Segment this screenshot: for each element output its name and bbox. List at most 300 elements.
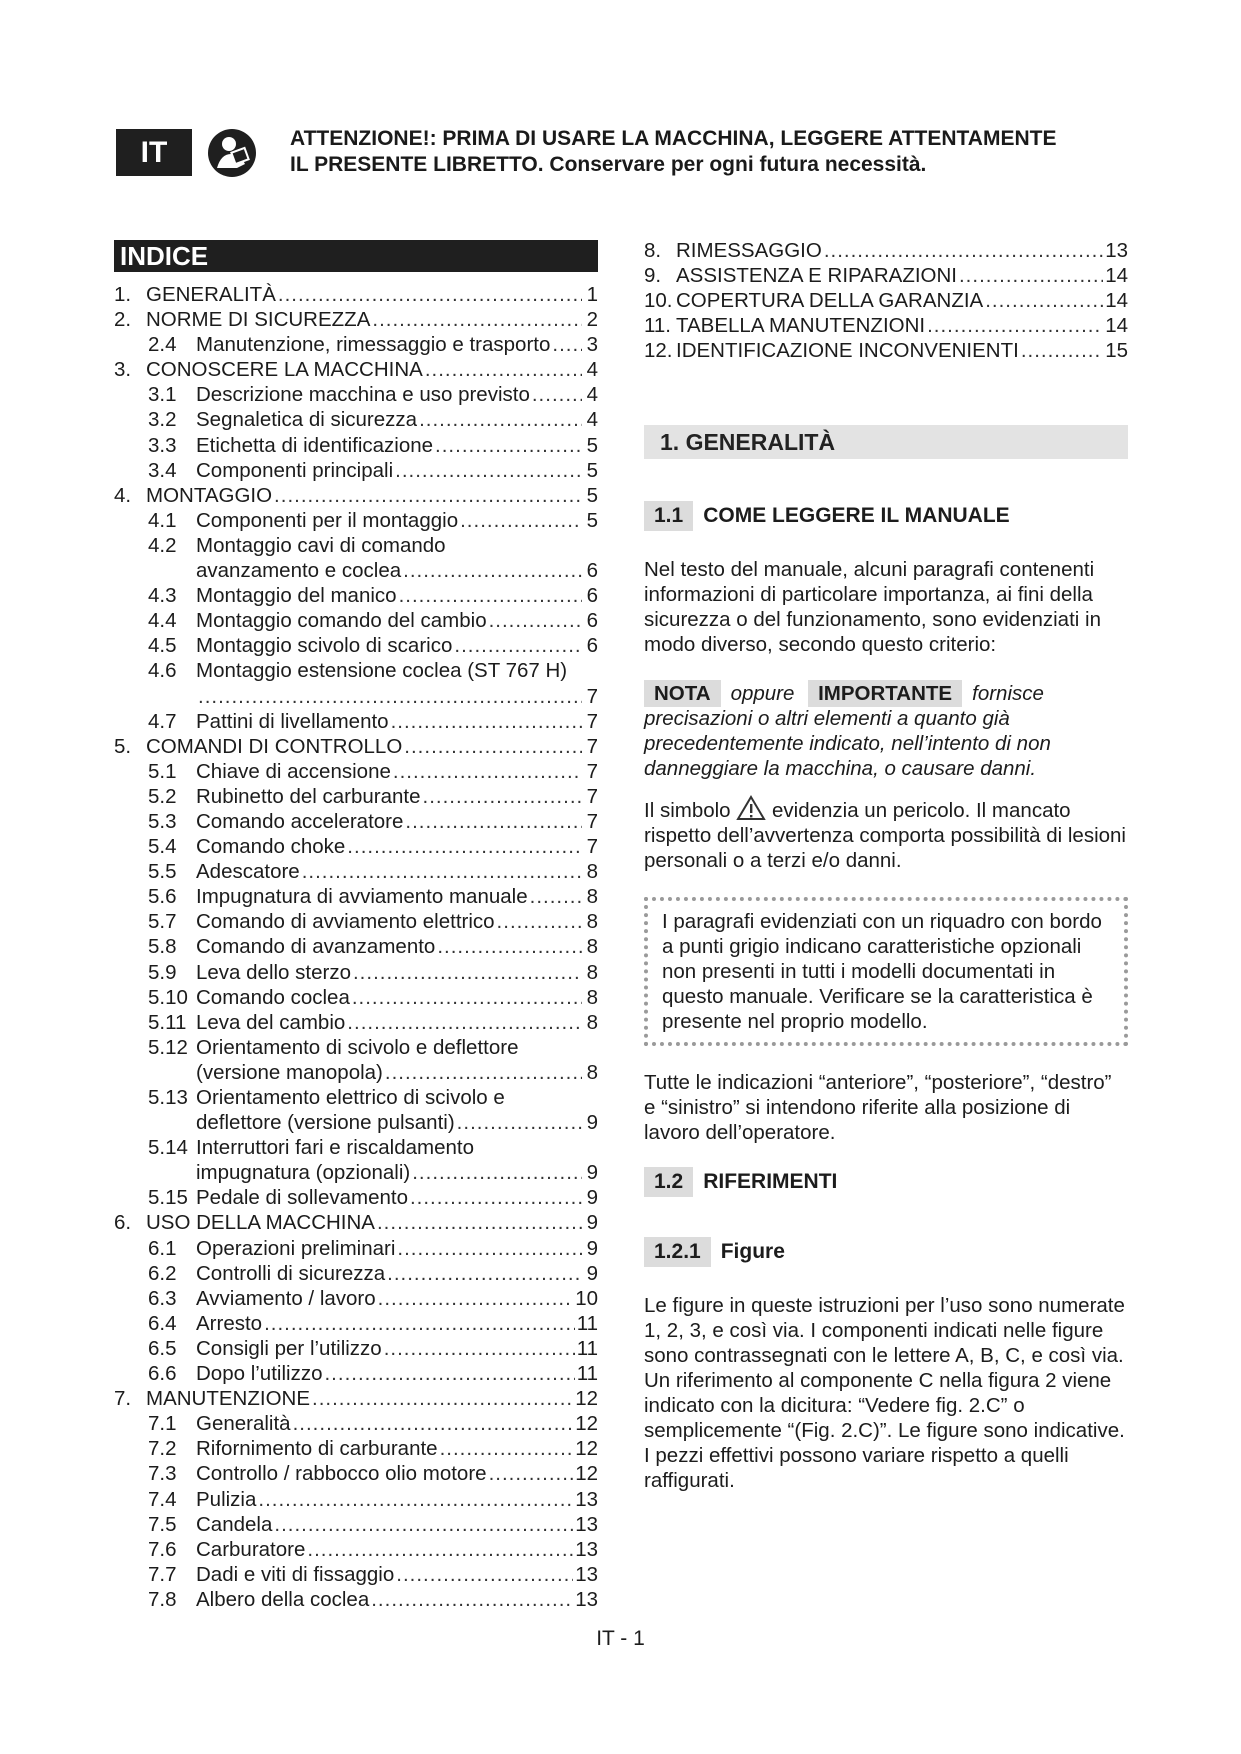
toc-entry-title: Comando di avviamento elettrico	[196, 910, 495, 934]
toc-entry-title: Arresto	[196, 1311, 263, 1335]
toc-entry-number: 7.	[114, 1387, 132, 1411]
toc-entry[interactable]	[114, 1487, 598, 1512]
toc-leader	[399, 583, 582, 608]
toc-entry-title: Comando choke	[196, 835, 346, 859]
toc-entry-number: 5.3	[148, 809, 177, 833]
toc-entry-number: 2.4	[148, 333, 177, 357]
toc-entry-number: 5.12	[148, 1035, 188, 1059]
toc-entry-title: Rubinetto del carburante	[196, 784, 421, 808]
warning-line-1: ATTENZIONE!: PRIMA DI USARE LA MACCHINA, LEGGERE ATTENTAMENTE	[290, 127, 1057, 150]
subsection-title: COME LEGGERE IL MANUALE	[703, 504, 1010, 528]
toc-column	[114, 240, 598, 1612]
toc-entry[interactable]	[644, 338, 1128, 363]
subsection-title: Figure	[720, 1240, 785, 1264]
directions-paragraph: Tutte le indicazioni “anteriore”, “posteriore”, “destro” e “sinistro” si intendono riferite alla posizione di lavoro dell’operatore.	[644, 1071, 1112, 1145]
toc-entry[interactable]	[114, 1411, 598, 1436]
toc-entry[interactable]	[114, 960, 598, 985]
toc-entry-page: 8	[586, 960, 598, 984]
toc-entry[interactable]	[114, 407, 598, 432]
toc-entry-number: 5.8	[148, 935, 177, 959]
read-manual-icon	[207, 128, 257, 178]
toc-entry-title: Chiave di accensione	[196, 759, 391, 783]
toc-entry-page: 9	[586, 1186, 598, 1210]
symbol-before-text: Il simbolo	[644, 799, 731, 823]
toc-entry-number: 3.4	[148, 458, 177, 482]
toc-entry-title-cont: deflettore (versione pulsanti)	[196, 1111, 455, 1135]
toc-entry-page: 9	[586, 1111, 598, 1135]
toc-entry[interactable]	[114, 809, 598, 834]
toc-leader	[397, 1236, 582, 1261]
toc-entry-number: 7.6	[148, 1537, 177, 1561]
toc-entry-title: Controllo / rabbocco olio motore	[196, 1462, 487, 1486]
toc-entry-number: 7.3	[148, 1462, 177, 1486]
toc-entry-number: 3.2	[148, 408, 177, 432]
toc-entry-title: RIMESSAGGIO	[676, 239, 822, 262]
toc-entry-page: 8	[586, 985, 598, 1009]
toc-entry-page: 4	[586, 383, 598, 407]
note-text: precisazioni o altri elementi a quanto già precedentemente indicato, nell’intento di non danneggiare la macchina, o causare danni.	[644, 707, 1051, 781]
toc-entry-title: COMANDI DI CONTROLLO	[146, 734, 403, 758]
toc-entry[interactable]	[644, 313, 1128, 338]
toc-entry-page: 13	[575, 1562, 598, 1586]
toc-entry-page: 13	[1105, 239, 1128, 262]
toc-entry-page: 10	[575, 1286, 598, 1310]
toc-entry-number: 5.	[114, 734, 132, 758]
toc-entry-page: 9	[586, 1236, 598, 1260]
page-number: IT - 1	[596, 1627, 645, 1650]
toc-leader	[258, 1487, 573, 1512]
toc-leader	[395, 458, 582, 483]
toc-entry-page: 12	[575, 1387, 598, 1411]
toc-leader	[412, 1160, 582, 1185]
toc-entry-title: CONOSCERE LA MACCHINA	[146, 358, 423, 382]
toc-leader	[387, 1261, 582, 1286]
toc-entry-page: 14	[1105, 289, 1128, 313]
toc-entry[interactable]	[114, 357, 598, 382]
toc-leader	[396, 1562, 573, 1587]
toc-leader	[293, 1411, 574, 1436]
toc-entry-title: Operazioni preliminari	[196, 1236, 396, 1260]
toc-leader	[403, 558, 582, 583]
right-column	[644, 238, 1128, 1493]
toc-entry-number: 7.7	[148, 1562, 177, 1586]
toc-entry-title: Pattini di livellamento	[196, 709, 389, 733]
toc-entry-title: Dadi e viti di fissaggio	[196, 1562, 395, 1586]
toc-entry[interactable]	[114, 1035, 598, 1085]
toc-entry-page: 6	[586, 584, 598, 608]
toc-entry-number: 4.	[114, 483, 132, 507]
toc-entry-page: 13	[575, 1587, 598, 1611]
toc-entry-page: 8	[586, 1010, 598, 1034]
toc-entry-page: 7	[586, 734, 598, 758]
toc-entry-number: 5.7	[148, 910, 177, 934]
toc-entry-title: Comando coclea	[196, 985, 350, 1009]
danger-paragraph	[644, 795, 1128, 873]
toc-entry-page: 7	[586, 709, 598, 733]
toc-entry-number: 3.1	[148, 383, 177, 407]
subsection-number: 1.2.1	[644, 1237, 711, 1267]
toc-leader	[410, 1185, 582, 1210]
toc-leader	[497, 909, 582, 934]
subsection-number: 1.2	[644, 1167, 693, 1197]
toc-entry-title: Avviamento / lavoro	[196, 1286, 376, 1310]
toc-entry-number: 12.	[644, 339, 673, 363]
toc-leader	[454, 633, 582, 658]
toc-leader	[307, 1537, 573, 1562]
toc-entry-number: 4.3	[148, 584, 177, 608]
toc-entry-title: Etichetta di identificazione	[196, 433, 434, 457]
toc-entry-number: 6.5	[148, 1336, 177, 1360]
fornisce-text: fornisce	[972, 682, 1044, 706]
toc-entry-title: MANUTENZIONE	[146, 1387, 310, 1411]
toc-leader	[423, 784, 582, 809]
toc-entry[interactable]	[114, 1210, 598, 1235]
toc-entry-number: 6.2	[148, 1261, 177, 1285]
toc-entry-title: GENERALITÀ	[146, 283, 276, 306]
toc-entry-page: 6	[586, 559, 598, 583]
toc-entry-title: Albero della coclea	[196, 1587, 370, 1611]
toc-entry-title: Componenti per il montaggio	[196, 508, 459, 532]
toc-leader	[385, 1060, 582, 1085]
toc-entry-number: 5.9	[148, 960, 177, 984]
toc-entry-number: 5.4	[148, 835, 177, 859]
toc-leader	[347, 834, 582, 859]
toc-entry-title: Rifornimento di carburante	[196, 1437, 438, 1461]
toc-entry-page: 3	[586, 333, 598, 357]
toc-entry-number: 3.	[114, 358, 132, 382]
warning-triangle-icon	[736, 795, 766, 821]
toc-entry-number: 3.3	[148, 433, 177, 457]
toc-entry-number: 5.14	[148, 1136, 188, 1160]
toc-entry[interactable]	[114, 282, 598, 307]
toc-leader	[278, 282, 582, 307]
toc-entry-number: 6.6	[148, 1362, 177, 1386]
subsection-heading-1-2-1	[644, 1237, 1128, 1267]
toc-entry-title: Pulizia	[196, 1487, 257, 1511]
toc-entry[interactable]	[114, 658, 598, 708]
toc-entry[interactable]	[114, 1562, 598, 1587]
toc-entry-number: 6.3	[148, 1286, 177, 1310]
toc-leader	[489, 1461, 574, 1486]
toc-leader	[274, 1512, 573, 1537]
toc-leader	[377, 1210, 582, 1235]
toc-leader	[530, 884, 582, 909]
toc-entry[interactable]	[114, 608, 598, 633]
toc-entry-page: 14	[1105, 314, 1128, 338]
toc-leader	[312, 1386, 573, 1411]
toc-entry[interactable]	[114, 1386, 598, 1411]
toc-entry-number: 7.1	[148, 1412, 177, 1436]
toc-leader	[824, 238, 1103, 263]
warning-header	[290, 126, 1150, 178]
toc-entry[interactable]	[114, 784, 598, 809]
toc-entry[interactable]	[114, 508, 598, 533]
toc-entry-page: 12	[575, 1412, 598, 1436]
toc-entry-title: Manutenzione, rimessaggio e trasporto	[196, 333, 551, 357]
toc-entry-page: 8	[586, 860, 598, 884]
toc-entry[interactable]	[114, 433, 598, 458]
toc-leader	[391, 709, 582, 734]
toc-entry[interactable]	[114, 382, 598, 407]
toc-entry-number: 4.6	[148, 659, 177, 683]
toc-leader	[435, 433, 582, 458]
toc-entry-page: 12	[575, 1437, 598, 1461]
toc-entry-number: 5.10	[148, 985, 188, 1009]
toc-entry-title: USO DELLA MACCHINA	[146, 1211, 375, 1235]
toc-entry-number: 4.5	[148, 634, 177, 658]
toc-entry-number: 5.6	[148, 885, 177, 909]
toc-entry-number: 5.15	[148, 1186, 188, 1210]
toc-entry-number: 5.1	[148, 759, 177, 783]
toc-title: INDICE	[114, 240, 598, 272]
toc-entry-number: 1.	[114, 283, 132, 306]
toc-leader	[959, 263, 1103, 288]
toc-entry[interactable]	[644, 263, 1128, 288]
toc-entry-title: Leva dello sterzo	[196, 960, 351, 984]
toc-entry-page: 6	[586, 634, 598, 658]
toc-entry[interactable]	[114, 458, 598, 483]
toc-entry-number: 6.1	[148, 1236, 177, 1260]
toc-leader	[552, 332, 582, 357]
toc-entry[interactable]	[114, 332, 598, 357]
toc-leader	[460, 508, 582, 533]
toc-entry-page: 9	[586, 1211, 598, 1235]
toc-entry-title: Pedale di sollevamento	[196, 1186, 408, 1210]
toc-leader	[324, 1361, 574, 1386]
toc-entry-number: 6.4	[148, 1311, 177, 1335]
toc-leader	[419, 407, 582, 432]
toc-entry-title: Leva del cambio	[196, 1010, 346, 1034]
toc-entry[interactable]	[114, 1010, 598, 1035]
toc-entry[interactable]	[114, 1336, 598, 1361]
toc-leader	[264, 1311, 575, 1336]
toc-entry-title: TABELLA MANUTENZIONI	[676, 314, 926, 338]
subsection-number: 1.1	[644, 501, 693, 531]
toc-entry-title: MONTAGGIO	[146, 483, 273, 507]
nota-label: NOTA	[644, 680, 721, 707]
optional-features-box: I paragrafi evidenziati con un riquadro con bordo a punti grigio indicano caratteristiche opzionali non presenti in tutti i modelli documentati in questo manuale. Verificare se la caratteristica è presente nel proprio modello.	[644, 897, 1128, 1046]
toc-entry-title: Impugnatura di avviamento manuale	[196, 885, 528, 909]
toc-entry[interactable]	[114, 1436, 598, 1461]
toc-entry[interactable]	[114, 1311, 598, 1336]
toc-leader	[457, 1110, 582, 1135]
toc-entry-number: 5.2	[148, 784, 177, 808]
toc-entry[interactable]	[114, 759, 598, 784]
toc-entry-number: 5.5	[148, 860, 177, 884]
toc-entry-number: 7.2	[148, 1437, 177, 1461]
toc-entry-page: 7	[586, 684, 598, 708]
toc-leader	[353, 960, 582, 985]
toc-entry-title: Orientamento di scivolo e deflettore	[196, 1035, 519, 1059]
toc-leader	[437, 934, 582, 959]
toc-entry-title: Interruttori fari e riscaldamento	[196, 1136, 475, 1160]
toc-entry-title: Segnaletica di sicurezza	[196, 408, 418, 432]
toc-leader	[393, 759, 582, 784]
toc-entry-number: 7.8	[148, 1587, 177, 1611]
toc-entry-page: 5	[586, 508, 598, 532]
toc-entry-title: NORME DI SICUREZZA	[146, 308, 371, 332]
toc-entry-page: 15	[1105, 339, 1128, 363]
toc-entry[interactable]	[114, 1236, 598, 1261]
toc-leader	[347, 1010, 582, 1035]
intro-paragraph: Nel testo del manuale, alcuni paragrafi contenenti informazioni di particolare importanza, ai fini della sicurezza o del funzionamento, sono evidenziati in modo diverso, secondo questo criterio:	[644, 558, 1101, 657]
toc-entry[interactable]	[114, 1135, 598, 1185]
toc-entry-page: 7	[586, 809, 598, 833]
toc-entry-page: 7	[586, 835, 598, 859]
toc-entry-page: 12	[575, 1462, 598, 1486]
toc-entry-number: 5.13	[148, 1086, 188, 1109]
toc-entry-page: 13	[575, 1487, 598, 1511]
toc-entry-page: 11	[576, 1362, 598, 1386]
toc-entry-page: 4	[586, 358, 598, 382]
toc-entry-title: Comando acceleratore	[196, 809, 404, 833]
toc-entry-page: 11	[576, 1311, 598, 1335]
toc-entry[interactable]	[114, 1461, 598, 1486]
toc-entry[interactable]	[644, 288, 1128, 313]
toc-leader	[440, 1436, 574, 1461]
toc-entry-number: 6.	[114, 1211, 132, 1235]
toc-entry[interactable]	[114, 1286, 598, 1311]
toc-leader	[274, 483, 582, 508]
toc-leader	[1021, 338, 1103, 363]
toc-entry[interactable]	[114, 934, 598, 959]
toc-leader	[302, 859, 582, 884]
toc-entry-page: 11	[576, 1336, 598, 1360]
toc-entry-page: 9	[586, 1261, 598, 1285]
toc-entry[interactable]	[114, 834, 598, 859]
toc-entry[interactable]	[114, 533, 598, 583]
toc-entry-title: Consigli per l’utilizzo	[196, 1336, 382, 1360]
toc-entry-title: Adescatore	[196, 860, 300, 884]
toc-leader	[404, 734, 582, 759]
toc-entry-title-cont: avanzamento e coclea	[196, 559, 402, 583]
toc-entry-title: Montaggio comando del cambio	[196, 609, 487, 633]
toc-entry[interactable]	[114, 583, 598, 608]
toc-entry[interactable]	[114, 307, 598, 332]
toc-entry[interactable]	[114, 709, 598, 734]
toc-leader	[985, 288, 1103, 313]
toc-entry-number: 9.	[644, 264, 662, 288]
subsection-heading-1-1	[644, 501, 1128, 531]
toc-entry[interactable]	[114, 1185, 598, 1210]
toc-entry[interactable]	[114, 1085, 598, 1135]
toc-entry-page: 1	[586, 283, 598, 306]
language-badge: IT	[116, 129, 192, 176]
toc-entry-page: 8	[586, 1060, 598, 1084]
toc-entry-title: Montaggio scivolo di scarico	[196, 634, 453, 658]
toc-entry-number: 10.	[644, 289, 673, 313]
toc-entry-page: 2	[586, 308, 598, 332]
toc-entry-page: 5	[586, 458, 598, 482]
toc-entry-page: 14	[1105, 264, 1128, 288]
note-paragraph	[644, 681, 1128, 781]
toc-leader	[489, 608, 582, 633]
toc-entry-number: 4.7	[148, 709, 177, 733]
figures-paragraph: Le figure in queste istruzioni per l’uso sono numerate 1, 2, 3, e così via. I componenti indicati nelle figure sono contrassegnati con le lettere A, B, C, e così via. Un riferimento al componente C nella figura 2 viene indicato con la dicitura: “Vedere fig. 2.C” o semplicemente “(Fig. 2.C)”. Le figure sono indicative. I pezzi effettivi possono variare rispetto a quelli raffigurati.	[644, 1294, 1125, 1493]
toc-entry-page: 8	[586, 910, 598, 934]
toc-entry[interactable]	[114, 985, 598, 1010]
toc-entry-page: 9	[586, 1161, 598, 1185]
toc-entry-title: Generalità	[196, 1412, 291, 1436]
toc-entry-page: 7	[586, 759, 598, 783]
toc-entry-number: 7.5	[148, 1512, 177, 1536]
toc-entry-title: Componenti principali	[196, 458, 394, 482]
oppure-text: oppure	[730, 682, 795, 706]
toc-entry-page: 4	[586, 408, 598, 432]
toc-entry-page: 8	[586, 885, 598, 909]
importante-label: IMPORTANTE	[808, 680, 962, 707]
symbol-after-text: evidenzia un pericolo. Il mancato rispetto dell’avvertenza comporta possibilità di lesioni personali o a terzi e/o danni.	[644, 799, 1126, 873]
warning-line-2: IL PRESENTE LIBRETTO. Conservare per ogni futura necessità.	[290, 153, 927, 176]
toc-entry-title: Dopo l’utilizzo	[196, 1362, 323, 1386]
section-title: 1. GENERALITÀ	[644, 425, 1128, 459]
toc-list-continued	[644, 238, 1128, 363]
toc-leader	[384, 1336, 575, 1361]
toc-entry-title-cont: impugnatura (opzionali)	[196, 1161, 411, 1185]
toc-entry[interactable]	[114, 483, 598, 508]
toc-entry-number: 4.4	[148, 609, 177, 633]
toc-entry-title: Montaggio cavi di comando	[196, 533, 446, 557]
subsection-heading-1-2	[644, 1167, 1128, 1197]
toc-entry[interactable]	[114, 1261, 598, 1286]
toc-leader	[405, 809, 582, 834]
toc-entry-number: 7.4	[148, 1487, 177, 1511]
toc-entry-title: COPERTURA DELLA GARANZIA	[676, 289, 984, 313]
toc-entry-title: Comando di avanzamento	[196, 935, 436, 959]
toc-entry[interactable]	[114, 633, 598, 658]
toc-entry[interactable]	[114, 884, 598, 909]
toc-entry-page: 13	[575, 1537, 598, 1561]
toc-entry[interactable]	[114, 1537, 598, 1562]
toc-leader	[198, 684, 582, 709]
toc-entry-title: Controlli di sicurezza	[196, 1261, 386, 1285]
toc-entry-title: Montaggio del manico	[196, 584, 397, 608]
toc-entry-number: 4.1	[148, 508, 177, 532]
toc-entry-title: IDENTIFICAZIONE INCONVENIENTI	[676, 339, 1019, 363]
toc-entry-title: ASSISTENZA E RIPARAZIONI	[676, 264, 957, 288]
toc-entry[interactable]	[114, 1361, 598, 1386]
toc-leader	[927, 313, 1103, 338]
toc-entry-title: Montaggio estensione coclea (ST 767 H)	[196, 659, 568, 683]
subsection-title: RIFERIMENTI	[703, 1170, 838, 1194]
toc-leader	[378, 1286, 574, 1311]
toc-entry-page: 5	[586, 433, 598, 457]
toc-entry-title-cont: (versione manopola)	[196, 1060, 383, 1084]
toc-leader	[425, 357, 582, 382]
toc-leader	[532, 382, 582, 407]
toc-entry-title: Descrizione macchina e uso previsto	[196, 383, 530, 407]
toc-entry-number: 11.	[644, 314, 671, 338]
toc-entry-page: 8	[586, 935, 598, 959]
toc-entry[interactable]	[114, 909, 598, 934]
toc-entry[interactable]	[114, 734, 598, 759]
toc-entry-number: 5.11	[148, 1010, 187, 1034]
toc-entry-title: Orientamento elettrico di scivolo e	[196, 1086, 505, 1109]
toc-leader	[372, 307, 582, 332]
toc-leader	[371, 1587, 573, 1612]
toc-entry-page: 6	[586, 609, 598, 633]
toc-entry[interactable]	[114, 859, 598, 884]
toc-entry-page: 5	[586, 483, 598, 507]
toc-entry-title: Candela	[196, 1512, 273, 1536]
toc-entry-number: 8.	[644, 239, 662, 262]
toc-entry-title: Carburatore	[196, 1537, 306, 1561]
toc-entry-page: 13	[575, 1512, 598, 1536]
toc-entry[interactable]	[114, 1587, 598, 1612]
toc-entry[interactable]	[114, 1512, 598, 1537]
toc-entry-number: 2.	[114, 308, 132, 332]
toc-entry[interactable]	[644, 238, 1128, 263]
